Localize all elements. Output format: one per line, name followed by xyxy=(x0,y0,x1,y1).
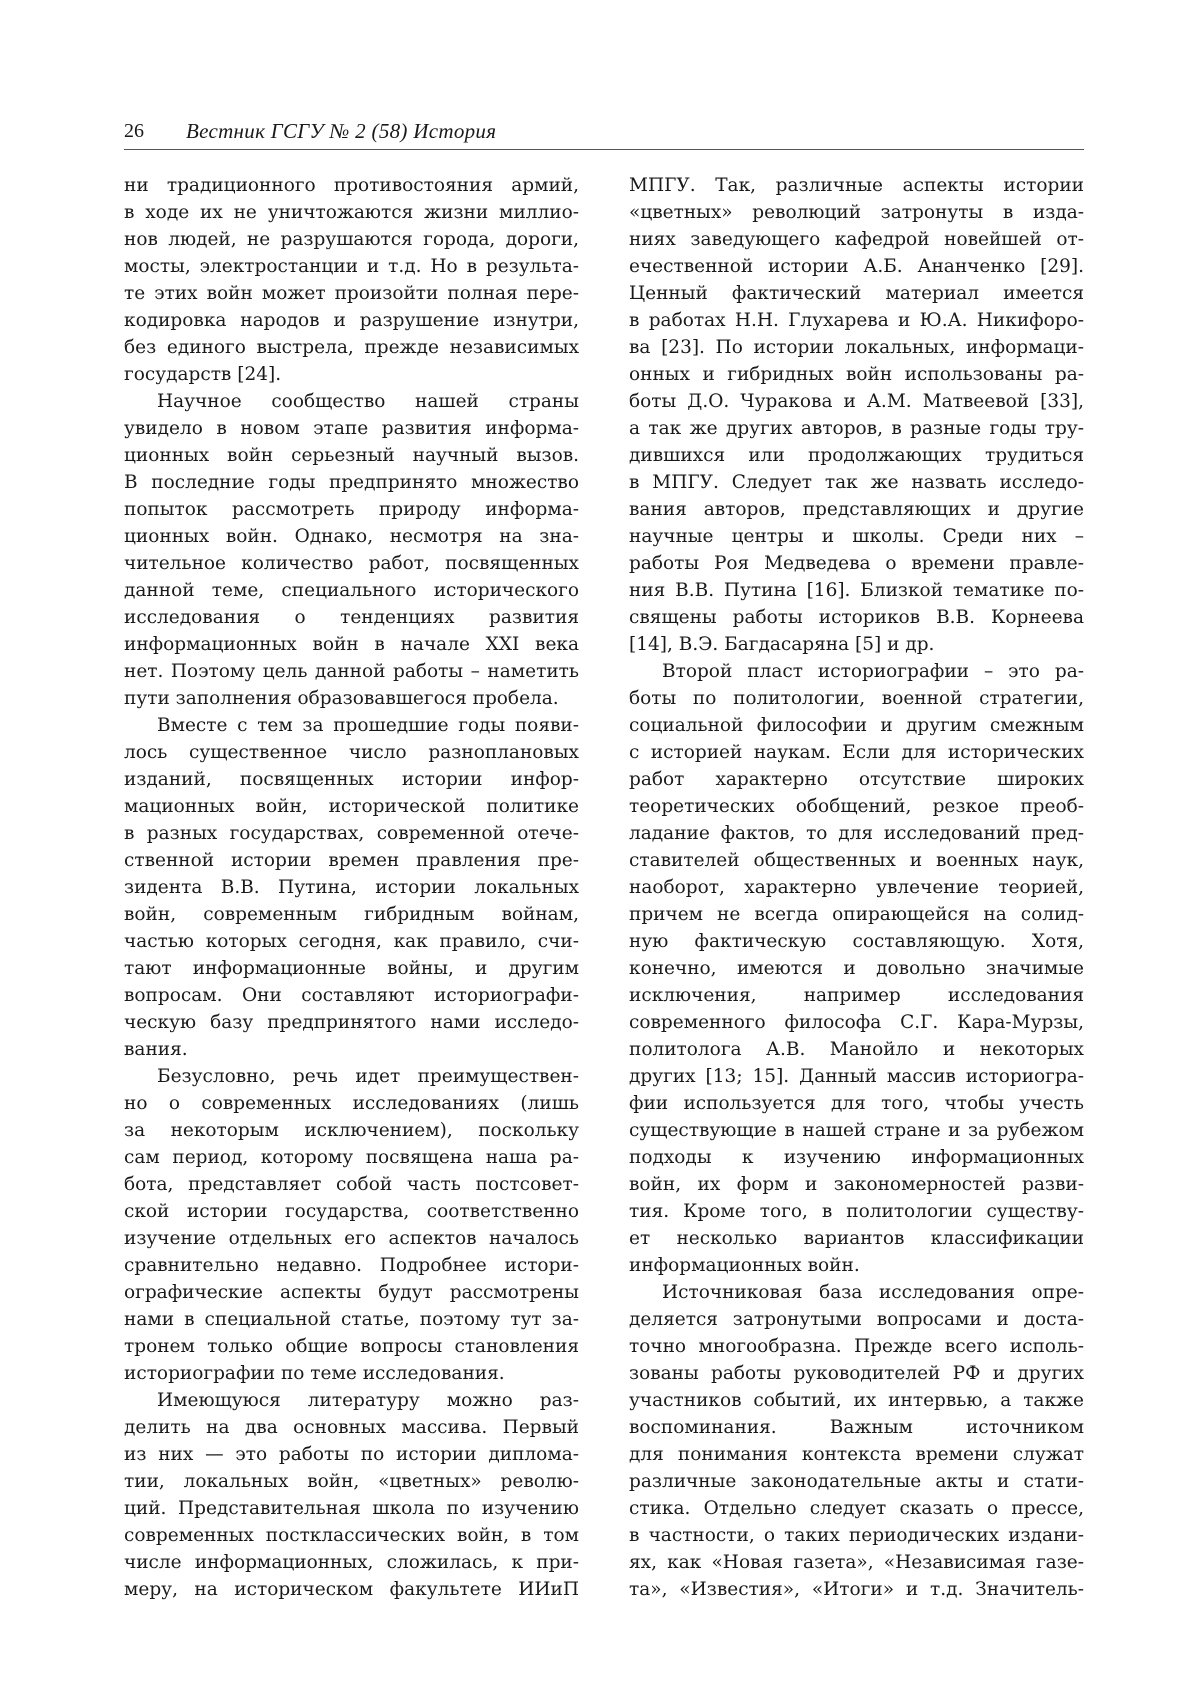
text-line: с историей наукам. Если для исторических xyxy=(629,742,1084,763)
text-line: мосты, электростанции и т.д. Но в результа- xyxy=(124,256,579,277)
text-line: других [13; 15]. Данный массив историогра- xyxy=(629,1066,1084,1087)
text-line: причем не всегда опирающейся на солид- xyxy=(629,904,1084,925)
text-line: стика. Отдельно следует сказать о прессе, xyxy=(629,1498,1084,1519)
text-line: ва [23]. По истории локальных, информаци- xyxy=(629,337,1084,358)
text-line: точно многообразна. Прежде всего исполь- xyxy=(629,1336,1084,1357)
text-line: ни традиционного противостояния армий, xyxy=(124,175,579,196)
text-line: В последние годы предпринято множество xyxy=(124,472,579,493)
text-line: работ характерно отсутствие широких xyxy=(629,769,1084,790)
text-line: нами в специальной статье, поэтому тут за- xyxy=(124,1309,579,1330)
text-line: исключения, например исследования xyxy=(629,985,1084,1006)
page-header xyxy=(124,119,1084,151)
text-line: в ходе их не уничтожаются жизни миллио- xyxy=(124,202,579,223)
text-line: тронем только общие вопросы становления xyxy=(124,1336,579,1357)
text-line: ях, как «Новая газета», «Независимая газе- xyxy=(629,1552,1084,1573)
text-line: ской истории государства, соответственно xyxy=(124,1201,579,1222)
text-line: тают информационные войны, и другим xyxy=(124,958,579,979)
text-line: информационных войн в начале XXI века xyxy=(124,634,579,655)
text-line: [14], В.Э. Багдасаряна [5] и др. xyxy=(629,634,935,655)
text-line: нов людей, не разрушаются города, дороги, xyxy=(124,229,579,250)
text-line: чительное количество работ, посвященных xyxy=(124,553,579,574)
text-line: подходы к изучению информационных xyxy=(629,1147,1084,1168)
text-line: тия. Кроме того, в политологии существу- xyxy=(629,1201,1084,1222)
text-line: различные законодательные акты и стати- xyxy=(629,1471,1084,1492)
text-line: историографии по теме исследования. xyxy=(124,1363,505,1384)
text-line: воспоминания. Важным источником xyxy=(629,1417,1084,1438)
text-line: информационных войн. xyxy=(629,1255,860,1276)
text-line: частью которых сегодня, как правило, счи- xyxy=(124,931,579,952)
text-line: работы Роя Медведева о времени правле- xyxy=(629,553,1084,574)
text-line: пути заполнения образовавшегося пробела. xyxy=(124,688,559,709)
text-line: социальной философии и другим смежным xyxy=(629,715,1084,736)
text-line: ния В.В. Путина [16]. Близкой тематике по- xyxy=(629,580,1084,601)
text-line: фии используется для того, чтобы учесть xyxy=(629,1093,1084,1114)
left-text-column xyxy=(124,172,579,1603)
text-line: современных постклассических войн, в том xyxy=(124,1525,579,1546)
text-line: в разных государствах, современной отече- xyxy=(124,823,579,844)
text-line: существующие в нашей стране и за рубежом xyxy=(629,1120,1084,1141)
text-line: Безусловно, речь идет преимуществен- xyxy=(157,1066,579,1087)
text-line: МПГУ. Так, различные аспекты истории xyxy=(629,175,1084,196)
text-line: те этих войн может произойти полная пере- xyxy=(124,283,579,304)
text-line: ставителей общественных и военных наук, xyxy=(629,850,1084,871)
text-line: делить на два основных массива. Первый xyxy=(124,1417,579,1438)
text-line: попыток рассмотреть природу информа- xyxy=(124,499,579,520)
text-line: в частности, о таких периодических издани- xyxy=(629,1525,1084,1546)
text-line: ографические аспекты будут рассмотрены xyxy=(124,1282,579,1303)
text-line: зидента В.В. Путина, истории локальных xyxy=(124,877,579,898)
text-line: без единого выстрела, прежде независимых xyxy=(124,337,579,358)
text-line: Имеющуюся литературу можно раз- xyxy=(157,1390,579,1411)
text-line: ечественной истории А.Б. Ананченко [29]. xyxy=(629,256,1084,277)
journal-title: Вестник ГСГУ № 2 (58) История xyxy=(186,119,497,143)
text-line: но о современных исследованиях (лишь xyxy=(124,1093,579,1114)
text-line: Источниковая база исследования опре- xyxy=(662,1282,1084,1303)
text-line: мационных войн, исторической политике xyxy=(124,796,579,817)
text-line: нет. Поэтому цель данной работы – наметить xyxy=(124,661,579,682)
text-line: боты Д.О. Чуракова и А.М. Матвеевой [33], xyxy=(629,391,1084,412)
text-line: изданий, посвященных истории инфор- xyxy=(124,769,579,790)
text-line: для понимания контекста времени служат xyxy=(629,1444,1084,1465)
text-line: данной теме, специального исторического xyxy=(124,580,579,601)
text-line: числе информационных, сложилась, к при- xyxy=(124,1552,579,1573)
text-line: участников событий, их интервью, а также xyxy=(629,1390,1084,1411)
text-line: наоборот, характерно увлечение теорией, xyxy=(629,877,1084,898)
text-line: зованы работы руководителей РФ и других xyxy=(629,1363,1084,1384)
text-line: за некоторым исключением), поскольку xyxy=(124,1120,579,1141)
text-line: вания. xyxy=(124,1039,188,1060)
text-line: государств [24]. xyxy=(124,364,282,385)
text-line: деляется затронутыми вопросами и доста- xyxy=(629,1309,1084,1330)
text-line: ственной истории времен правления пре- xyxy=(124,850,579,871)
text-line: кодировка народов и разрушение изнутри, xyxy=(124,310,579,331)
text-line: ладание фактов, то для исследований пред- xyxy=(629,823,1084,844)
right-text-column xyxy=(629,172,1084,1603)
text-line: ций. Представительная школа по изучению xyxy=(124,1498,579,1519)
text-line: Второй пласт историографии – это ра- xyxy=(662,661,1084,682)
text-line: увидело в новом этапе развития информа- xyxy=(124,418,579,439)
text-line: боты по политологии, военной стратегии, xyxy=(629,688,1084,709)
text-line: из них — это работы по истории диплома- xyxy=(124,1444,579,1465)
text-line: сравнительно недавно. Подробнее истори- xyxy=(124,1255,579,1276)
text-line: вания авторов, представляющих и другие xyxy=(629,499,1084,520)
text-line: исследования о тенденциях развития xyxy=(124,607,579,628)
text-line: вопросам. Они составляют историографи- xyxy=(124,985,579,1006)
text-line: войн, современным гибридным войнам, xyxy=(124,904,579,925)
text-line: лось существенное число разноплановых xyxy=(124,742,579,763)
text-line: «цветных» революций затронуты в изда- xyxy=(629,202,1084,223)
text-line: ционных войн. Однако, несмотря на зна- xyxy=(124,526,579,547)
text-line: теоретических обобщений, резкое преоб- xyxy=(629,796,1084,817)
text-line: современного философа С.Г. Кара-Мурзы, xyxy=(629,1012,1084,1033)
text-line: дившихся или продолжающих трудиться xyxy=(629,445,1084,466)
text-line: а так же других авторов, в разные годы тру- xyxy=(629,418,1084,439)
text-line: священы работы историков В.В. Корнеева xyxy=(629,607,1084,628)
text-line: тии, локальных войн, «цветных» револю- xyxy=(124,1471,579,1492)
text-line: ниях заведующего кафедрой новейшей от- xyxy=(629,229,1084,250)
text-line: научные центры и школы. Среди них – xyxy=(629,526,1084,547)
text-line: ную фактическую составляющую. Хотя, xyxy=(629,931,1084,952)
text-line: бота, представляет собой часть постсовет- xyxy=(124,1174,579,1195)
text-line: Вместе с тем за прошедшие годы появи- xyxy=(157,715,579,736)
text-line: в работах Н.Н. Глухарева и Ю.А. Никифоро- xyxy=(629,310,1084,331)
header-rule xyxy=(124,149,1084,150)
text-line: конечно, имеются и довольно значимые xyxy=(629,958,1084,979)
text-line: Ценный фактический материал имеется xyxy=(629,283,1084,304)
text-line: онных и гибридных войн использованы ра- xyxy=(629,364,1084,385)
page-number: 26 xyxy=(124,120,144,142)
text-line: политолога А.В. Манойло и некоторых xyxy=(629,1039,1084,1060)
text-line: та», «Известия», «Итоги» и т.д. Значитель- xyxy=(629,1579,1084,1600)
text-line: Научное сообщество нашей страны xyxy=(157,391,579,412)
text-line: сам период, которому посвящена наша ра- xyxy=(124,1147,579,1168)
text-line: ционных войн серьезный научный вызов. xyxy=(124,445,579,466)
text-line: войн, их форм и закономерностей разви- xyxy=(629,1174,1084,1195)
text-line: ческую базу предпринятого нами исследо- xyxy=(124,1012,579,1033)
text-line: меру, на историческом факультете ИИиП xyxy=(124,1579,579,1600)
text-line: изучение отдельных его аспектов началось xyxy=(124,1228,579,1249)
text-line: в МПГУ. Следует так же назвать исследо- xyxy=(629,472,1084,493)
text-line: ет несколько вариантов классификации xyxy=(629,1228,1084,1249)
